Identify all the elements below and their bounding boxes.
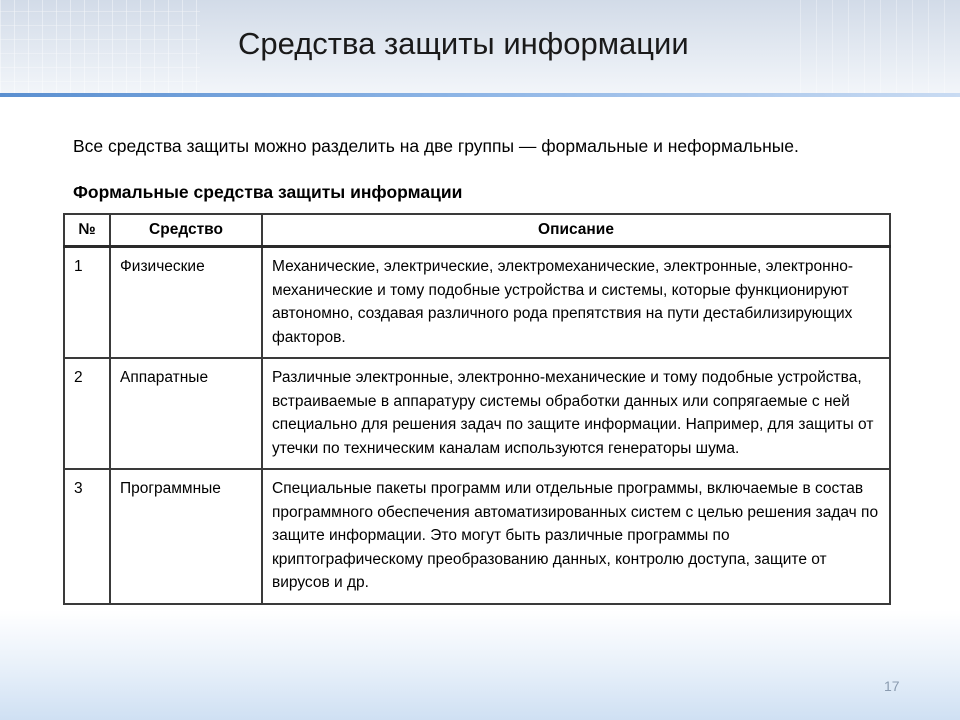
footer-band bbox=[0, 610, 960, 720]
table-row bbox=[64, 469, 890, 604]
table-row bbox=[64, 247, 890, 359]
table-header-row bbox=[64, 214, 890, 247]
row-tool: Программные bbox=[110, 469, 262, 604]
row-description: Механические, электрические, электромеханические, электронные, электронно-механические и тому подобные устройства и системы, которые функционируют автономно, создавая различного рода препятствия на пути дестабилизирующих факторов. bbox=[262, 247, 890, 359]
header-description: Описание bbox=[262, 214, 890, 247]
row-tool: Аппаратные bbox=[110, 358, 262, 469]
header-tool: Средство bbox=[110, 214, 262, 247]
row-description: Специальные пакеты программ или отдельные программы, включаемые в состав программного обеспечения автоматизированных систем с целью решения задач по защите информации. Это могут быть различные программы по криптографическому преобразованию данных, контролю доступа, защите от вирусов и др. bbox=[262, 469, 890, 604]
row-num: 1 bbox=[64, 247, 110, 359]
protection-means-table bbox=[63, 213, 891, 605]
header-grid-decoration bbox=[0, 0, 200, 96]
slide-title: Средства защиты информации bbox=[238, 26, 689, 61]
section-heading: Формальные средства защиты информации bbox=[73, 182, 463, 202]
table-row bbox=[64, 358, 890, 469]
header-num: № bbox=[64, 214, 110, 247]
header-grid-decoration-right bbox=[800, 0, 960, 96]
header-divider bbox=[0, 93, 960, 97]
row-num: 2 bbox=[64, 358, 110, 469]
row-tool: Физические bbox=[110, 247, 262, 359]
row-num: 3 bbox=[64, 469, 110, 604]
page-number: 17 bbox=[884, 678, 900, 694]
row-description: Различные электронные, электронно-механические и тому подобные устройства, встраиваемые в аппаратуру системы обработки данных или сопрягаемые с ней специально для решения задач по защите информации. Например, для защиты от утечки по техническим каналам используются генераторы шума. bbox=[262, 358, 890, 469]
intro-paragraph: Все средства защиты можно разделить на две группы — формальные и неформальные. bbox=[73, 136, 799, 156]
